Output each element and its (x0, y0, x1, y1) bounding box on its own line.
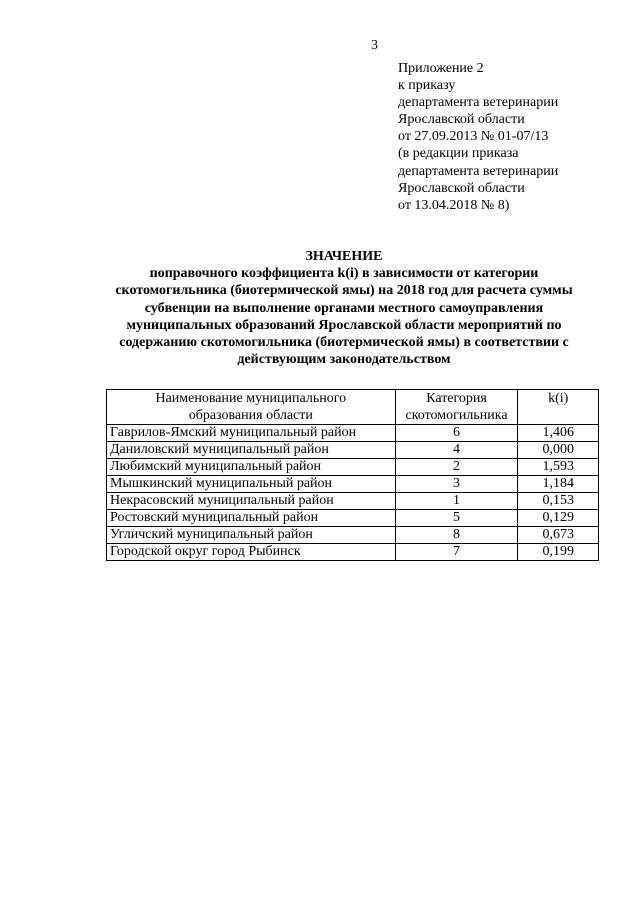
coefficient-table (106, 389, 599, 561)
document-heading (90, 248, 598, 368)
cell-municipality: Ростовский муниципальный район (107, 510, 396, 527)
cell-coefficient: 1,184 (518, 476, 599, 493)
cell-coefficient: 1,406 (518, 425, 599, 442)
heading-title: ЗНАЧЕНИЕ (305, 249, 383, 264)
appendix-line: от 27.09.2013 № 01-07/13 (398, 129, 549, 145)
heading-line: поправочного коэффициента k(i) в зависимости от категории (149, 266, 539, 282)
heading-line: муниципальных образований Ярославской области мероприятий по (126, 317, 562, 333)
cell-municipality: Даниловский муниципальный район (107, 442, 396, 459)
appendix-reference (398, 60, 558, 214)
cell-category: 2 (395, 459, 518, 476)
appendix-line: Приложение 2 (398, 61, 484, 76)
header-municipality (107, 390, 396, 425)
table-row (107, 527, 599, 544)
cell-municipality: Любимский муниципальный район (107, 459, 396, 476)
table-row (107, 459, 599, 476)
cell-category: 5 (395, 510, 518, 527)
appendix-line: Ярославской области (398, 180, 525, 196)
cell-coefficient: 0,199 (518, 544, 599, 561)
cell-category: 7 (395, 544, 518, 561)
cell-municipality: Мышкинский муниципальный район (107, 476, 396, 493)
cell-municipality: Угличский муниципальный район (107, 527, 396, 544)
appendix-line: (в редакции приказа (398, 146, 519, 162)
table-row (107, 442, 599, 459)
appendix-line: департамента ветеринарии (398, 163, 559, 179)
header-category (395, 390, 518, 425)
appendix-line: Ярославской области (398, 112, 525, 128)
header-category-line: скотомогильника (405, 408, 508, 423)
table-row (107, 493, 599, 510)
heading-line: скотомогильника (биотермической ямы) на 2018 год для расчета суммы (115, 283, 573, 299)
table-header-row (107, 390, 599, 425)
page-number: 3 (371, 38, 378, 53)
header-category-line: Категория (426, 391, 487, 406)
header-municipality-line: образования области (188, 408, 313, 423)
header-municipality-line: Наименование муниципального (155, 391, 347, 406)
cell-municipality: Гаврилов-Ямский муниципальный район (107, 425, 396, 442)
header-coefficient: k(i) (518, 390, 599, 425)
heading-line: содержанию скотомогильника (биотермической ямы) в соответствии с (119, 335, 569, 351)
cell-coefficient: 1,593 (518, 459, 599, 476)
cell-category: 6 (395, 425, 518, 442)
appendix-line: от 13.04.2018 № 8) (398, 197, 510, 213)
heading-line: субвенции на выполнение органами местного самоуправления (144, 300, 544, 316)
appendix-line: департамента ветеринарии (398, 95, 559, 111)
cell-coefficient: 0,129 (518, 510, 599, 527)
cell-category: 1 (395, 493, 518, 510)
table-row (107, 425, 599, 442)
table-row (107, 476, 599, 493)
cell-category: 8 (395, 527, 518, 544)
cell-category: 4 (395, 442, 518, 459)
heading-line: действующим законодательством (237, 352, 451, 368)
cell-category: 3 (395, 476, 518, 493)
table-row (107, 544, 599, 561)
cell-coefficient: 0,153 (518, 493, 599, 510)
cell-municipality: Городской округ город Рыбинск (107, 544, 396, 561)
cell-coefficient: 0,673 (518, 527, 599, 544)
appendix-line: к приказу (398, 78, 456, 94)
cell-municipality: Некрасовский муниципальный район (107, 493, 396, 510)
table-row (107, 510, 599, 527)
cell-coefficient: 0,000 (518, 442, 599, 459)
